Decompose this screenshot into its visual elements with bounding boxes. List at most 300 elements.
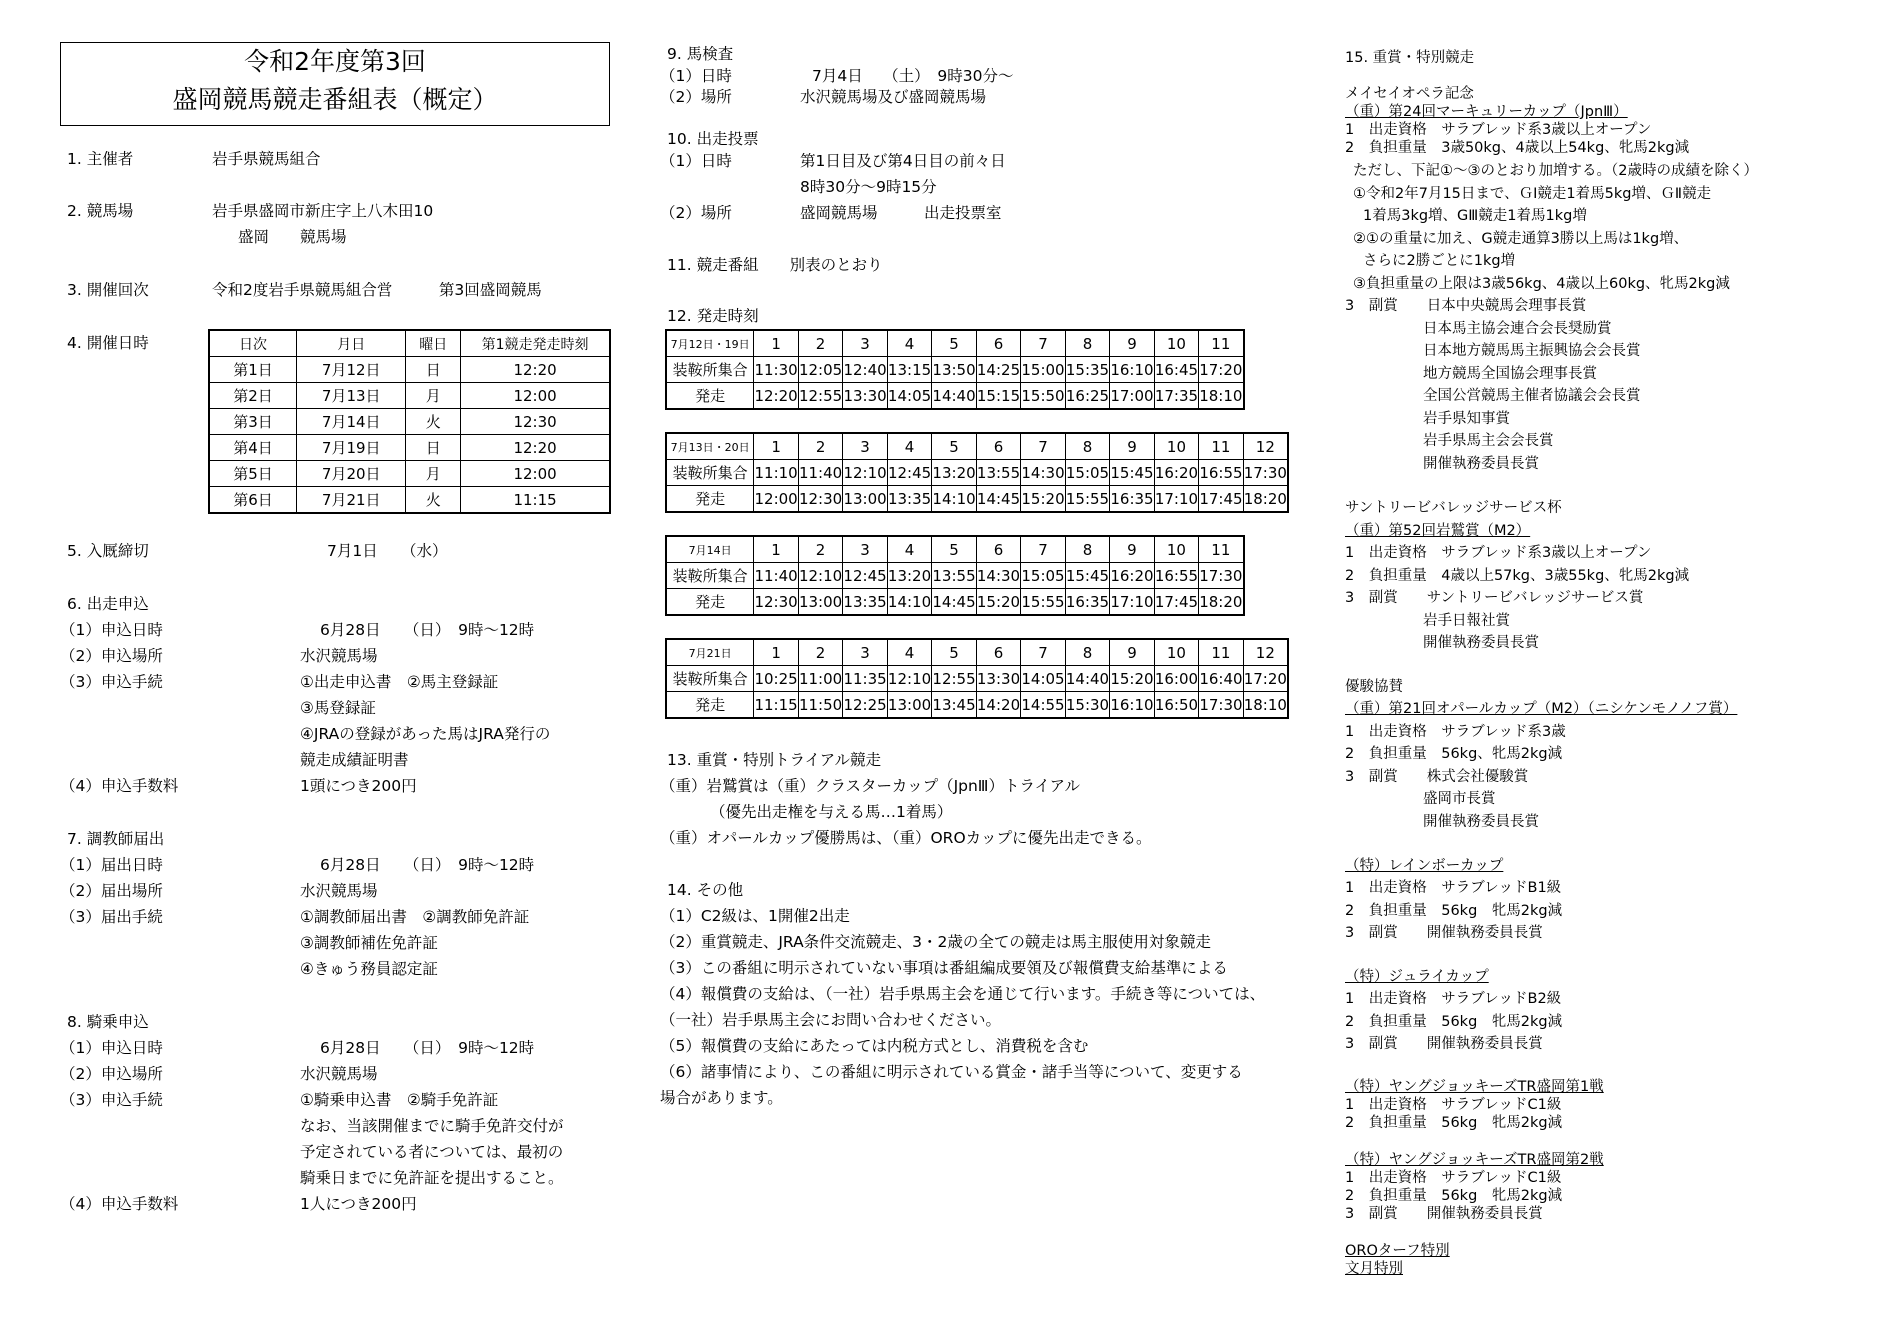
start-time-cell: 2 [798, 330, 842, 357]
start-time-cell: 5 [932, 536, 976, 563]
start-time-cell: 8 [1065, 330, 1109, 357]
start-time-cell: 12:45 [843, 563, 887, 589]
start-time-cell: 12:55 [798, 383, 842, 410]
start-time-cell: 13:00 [887, 692, 931, 719]
start-time-cell: 15:20 [1110, 666, 1154, 692]
right-text-line-0: 15. 重賞・特別競走 [1345, 50, 1475, 66]
start-time-cell: 1 [754, 433, 798, 460]
left-text-line-10: 6. 出走申込 [67, 595, 149, 613]
start-time-cell: 15:15 [976, 383, 1020, 410]
right-text-line-4: 2 負担重量 3歳50kg、4歳以上54kg、牝馬2kg減 [1345, 140, 1690, 156]
middle-text-line-10: 盛岡競馬場 出走投票室 [800, 204, 1002, 222]
start-time-cell: 13:55 [976, 460, 1020, 486]
right-text-line-24: 岩手日報社賞 [1423, 613, 1510, 629]
start-time-cell: 5 [932, 330, 976, 357]
schedule-cell: 第5日 [209, 461, 297, 487]
start-time-cell: 15:55 [1065, 486, 1109, 513]
middle-text-line-24: （6）諸事情により、この番組に明示されている賞金・諸手当等について、変更する [660, 1063, 1243, 1081]
schedule-cell: 11:15 [461, 487, 610, 514]
start-time-cell: 16:55 [1154, 563, 1198, 589]
middle-text-line-7: 第1日目及び第4日目の前々日 [800, 152, 1006, 170]
right-text-line-21: 1 出走資格 サラブレッド系3歳以上オープン [1345, 545, 1652, 561]
right-text-line-7: 1着馬3kg増、GⅢ競走1着馬1kg増 [1363, 208, 1587, 224]
start-time-cell: 13:15 [887, 357, 931, 383]
start-time-row [666, 563, 1244, 589]
start-time-cell: 14:10 [932, 486, 976, 513]
left-text-line-38: なお、当該開催までに騎手免許交付が [300, 1117, 564, 1135]
start-time-cell: 17:10 [1110, 589, 1154, 616]
title-line-1: 令和2年度第3回 [244, 47, 426, 76]
schedule-row [209, 435, 610, 461]
middle-text-line-6: （1）日時 [660, 152, 732, 170]
right-text-line-18: 開催執務委員長賞 [1423, 456, 1539, 472]
start-time-cell: 16:20 [1110, 563, 1154, 589]
start-time-cell: 6 [976, 433, 1020, 460]
start-time-row-label: 発走 [666, 692, 754, 719]
right-text-line-30: 3 副賞 株式会社優駿賞 [1345, 769, 1529, 785]
left-text-line-30: ④きゅう務員認定証 [300, 960, 438, 978]
start-time-cell: 18:10 [1199, 383, 1244, 410]
start-time-cell: 2 [798, 639, 842, 666]
start-time-cell: 5 [932, 433, 976, 460]
start-time-cell: 14:20 [976, 692, 1020, 719]
start-time-cell: 2 [798, 433, 842, 460]
left-text-line-18: ④JRAの登録があった馬はJRA発行の [300, 725, 551, 743]
middle-text-line-11: 11. 競走番組 別表のとおり [667, 256, 883, 274]
start-time-cell: 11:10 [754, 460, 798, 486]
schedule-row [209, 409, 610, 435]
start-time-cell: 15:50 [1021, 383, 1065, 410]
right-text-line-27: （重）第21回オパールカップ（M2）（ニシケンモノノフ賞） [1345, 701, 1738, 717]
start-time-row [666, 666, 1288, 692]
middle-text-line-3: （2）場所 [660, 88, 732, 106]
middle-text-line-9: （2）場所 [660, 204, 732, 222]
start-time-cell: 13:00 [798, 589, 842, 616]
start-time-cell: 9 [1110, 330, 1154, 357]
start-time-cell: 13:30 [843, 383, 887, 410]
left-text-line-7: 4. 開催日時 [67, 334, 149, 352]
start-time-row-label: 発走 [666, 486, 754, 513]
start-time-cell: 3 [843, 639, 887, 666]
schedule-cell: 12:20 [461, 435, 610, 461]
start-time-cell: 3 [843, 433, 887, 460]
middle-text-line-2: 7月4日 （土） 9時30分～ [812, 67, 1014, 85]
start-time-cell: 11:50 [798, 692, 842, 719]
start-time-row [666, 330, 1244, 357]
right-text-line-3: 1 出走資格 サラブレッド系3歳以上オープン [1345, 122, 1652, 138]
middle-text-line-23: （5）報償費の支給にあたっては内税方式とし、消費税を含む [660, 1037, 1089, 1055]
start-time-cell: 18:20 [1243, 486, 1288, 513]
right-text-line-35: 2 負担重量 56kg 牝馬2kg減 [1345, 903, 1563, 919]
start-time-cell: 17:35 [1154, 383, 1198, 410]
start-time-cell: 17:30 [1243, 460, 1288, 486]
middle-text-line-12: 12. 発走時刻 [667, 307, 759, 325]
start-time-cell: 15:20 [976, 589, 1020, 616]
start-time-cell: 18:10 [1243, 692, 1288, 719]
left-text-line-40: 騎乗日までに免許証を提出すること。 [300, 1169, 564, 1187]
start-time-cell: 15:00 [1021, 357, 1065, 383]
left-text-line-26: 水沢競馬場 [300, 882, 378, 900]
schedule-cell: 第2日 [209, 383, 297, 409]
start-time-cell: 17:45 [1154, 589, 1198, 616]
schedule-cell: 火 [406, 487, 461, 514]
start-time-cell: 12:05 [798, 357, 842, 383]
schedule-header-1: 月日 [297, 330, 406, 357]
start-time-cell: 16:55 [1199, 460, 1243, 486]
start-time-cell: 14:40 [1065, 666, 1109, 692]
right-text-line-41: （特）ヤングジョッキーズTR盛岡第1戦 [1345, 1079, 1604, 1095]
start-time-row [666, 589, 1244, 616]
left-text-line-29: ③調教師補佐免許証 [300, 934, 438, 952]
start-time-cell: 8 [1065, 433, 1109, 460]
right-text-line-11: 3 副賞 日本中央競馬会理事長賞 [1345, 298, 1587, 314]
start-time-cell: 12:30 [798, 486, 842, 513]
start-time-row-label: 装鞍所集合 [666, 563, 754, 589]
start-time-cell: 14:05 [1021, 666, 1065, 692]
left-text-line-31: 8. 騎乗申込 [67, 1013, 149, 1031]
left-text-line-5: 3. 開催回次 [67, 281, 149, 299]
start-time-cell: 16:25 [1065, 383, 1109, 410]
right-text-line-45: 1 出走資格 サラブレッドC1級 [1345, 1170, 1562, 1186]
schedule-cell: 火 [406, 409, 461, 435]
right-text-line-38: 1 出走資格 サラブレッドB2級 [1345, 991, 1562, 1007]
start-time-cell: 16:10 [1110, 357, 1154, 383]
start-time-cell: 3 [843, 536, 887, 563]
left-text-line-32: （1）申込日時 [60, 1039, 163, 1057]
schedule-cell: 7月13日 [297, 383, 406, 409]
start-time-cell: 6 [976, 536, 1020, 563]
start-time-cell: 15:35 [1065, 357, 1109, 383]
right-text-line-23: 3 副賞 サントリービバレッジサービス賞 [1345, 590, 1644, 606]
middle-text-line-20: （3）この番組に明示されていない事項は番組編成要領及び報償費支給基準による [660, 959, 1228, 977]
schedule-cell: 月 [406, 461, 461, 487]
left-text-line-37: ①騎乗申込書 ②騎手免許証 [300, 1091, 499, 1109]
start-time-cell: 17:30 [1199, 563, 1244, 589]
start-time-cell: 15:05 [1021, 563, 1065, 589]
schedule-cell: 7月14日 [297, 409, 406, 435]
start-time-cell: 11:40 [754, 563, 798, 589]
left-text-line-6: 令和2度岩手県競馬組合営 第3回盛岡競馬 [212, 281, 542, 299]
start-time-cell: 16:35 [1065, 589, 1109, 616]
left-text-line-42: 1人につき200円 [300, 1195, 417, 1213]
start-time-row-label: 7月21日 [666, 639, 754, 666]
start-time-cell: 13:50 [932, 357, 976, 383]
start-time-cell: 12 [1243, 433, 1288, 460]
schedule-row [209, 383, 610, 409]
start-time-row [666, 433, 1288, 460]
start-time-row-label: 装鞍所集合 [666, 357, 754, 383]
start-time-cell: 1 [754, 639, 798, 666]
right-text-line-33: （特）レインボーカップ [1345, 858, 1504, 874]
start-time-cell: 14:45 [932, 589, 976, 616]
middle-text-line-14: （重）岩鷲賞は（重）クラスターカップ（JpnⅢ）トライアル [660, 777, 1080, 795]
schedule-row [209, 487, 610, 514]
left-text-line-28: ①調教師届出書 ②調教師免許証 [300, 908, 530, 926]
right-text-line-13: 日本地方競馬馬主振興協会会長賞 [1423, 343, 1641, 359]
schedule-cell: 12:00 [461, 383, 610, 409]
left-text-line-0: 1. 主催者 [67, 150, 134, 168]
middle-text-line-0: 9. 馬検査 [667, 45, 734, 63]
start-time-cell: 5 [932, 639, 976, 666]
start-time-table-1 [665, 432, 1289, 513]
right-text-line-15: 全国公営競馬主催者協議会会長賞 [1423, 388, 1641, 404]
left-text-line-21: 1頭につき200円 [300, 777, 417, 795]
start-time-cell: 10 [1154, 433, 1198, 460]
middle-text-line-8: 8時30分～9時15分 [800, 178, 937, 196]
left-text-line-2: 2. 競馬場 [67, 202, 134, 220]
schedule-cell: 第3日 [209, 409, 297, 435]
right-text-line-9: さらに2勝ごとに1kg増 [1363, 253, 1516, 269]
right-text-line-48: OROターフ特別 [1345, 1243, 1450, 1259]
start-time-cell: 11:35 [843, 666, 887, 692]
start-time-cell: 14:55 [1021, 692, 1065, 719]
left-text-line-33: 6月28日 （日） 9時～12時 [320, 1039, 535, 1057]
left-text-line-19: 競走成績証明書 [300, 751, 409, 769]
document-title [60, 42, 610, 126]
start-time-cell: 11:00 [798, 666, 842, 692]
start-time-cell: 9 [1110, 433, 1154, 460]
start-time-row-label: 発走 [666, 383, 754, 410]
start-time-cell: 12:45 [887, 460, 931, 486]
left-text-line-36: （3）申込手続 [60, 1091, 163, 1109]
start-time-cell: 13:35 [843, 589, 887, 616]
right-text-line-19: サントリービバレッジサービス杯 [1345, 500, 1562, 516]
left-text-line-20: （4）申込手数料 [60, 777, 179, 795]
right-text-line-17: 岩手県馬主会会長賞 [1423, 433, 1554, 449]
start-time-row [666, 536, 1244, 563]
start-time-row [666, 486, 1288, 513]
start-time-cell: 12:30 [754, 589, 798, 616]
left-text-line-14: 水沢競馬場 [300, 647, 378, 665]
right-text-line-12: 日本馬主協会連合会長奨励賞 [1423, 321, 1612, 337]
start-time-cell: 12:25 [843, 692, 887, 719]
start-time-cell: 12:20 [754, 383, 798, 410]
right-text-line-31: 盛岡市長賞 [1423, 791, 1496, 807]
left-text-line-35: 水沢競馬場 [300, 1065, 378, 1083]
start-time-cell: 13:45 [932, 692, 976, 719]
start-time-row-label: 7月14日 [666, 536, 754, 563]
middle-text-line-5: 10. 出走投票 [667, 130, 759, 148]
right-text-line-8: ②①の重量に加え、G競走通算3勝以上馬は1kg増、 [1353, 231, 1689, 247]
start-time-cell: 4 [887, 639, 931, 666]
middle-text-line-15: （優先出走権を与える馬…1着馬） [710, 803, 953, 821]
right-text-line-10: ③負担重量の上限は3歳56kg、4歳以上60kg、牝馬2kg減 [1353, 276, 1730, 292]
right-text-line-1: メイセイオペラ記念 [1345, 86, 1474, 102]
schedule-cell: 12:30 [461, 409, 610, 435]
middle-text-line-19: （2）重賞競走、JRA条件交流競走、3・2歳の全ての競走は馬主服使用対象競走 [660, 933, 1211, 951]
left-text-line-17: ③馬登録証 [300, 699, 376, 717]
left-text-line-16: ①出走申込書 ②馬主登録証 [300, 673, 499, 691]
schedule-cell: 日 [406, 435, 461, 461]
start-time-cell: 1 [754, 536, 798, 563]
schedule-cell: 7月12日 [297, 357, 406, 383]
start-time-cell: 4 [887, 536, 931, 563]
start-time-cell: 10 [1154, 536, 1198, 563]
middle-text-line-4: 水沢競馬場及び盛岡競馬場 [800, 88, 987, 106]
start-time-cell: 12 [1243, 639, 1288, 666]
start-time-cell: 13:55 [932, 563, 976, 589]
right-text-line-39: 2 負担重量 56kg 牝馬2kg減 [1345, 1014, 1563, 1030]
start-time-row-label: 装鞍所集合 [666, 666, 754, 692]
start-time-cell: 11 [1199, 330, 1244, 357]
start-time-cell: 11 [1199, 536, 1244, 563]
start-time-row-label: 7月12日・19日 [666, 330, 754, 357]
start-time-cell: 14:40 [932, 383, 976, 410]
start-time-cell: 11:30 [754, 357, 798, 383]
right-text-line-25: 開催執務委員長賞 [1423, 635, 1539, 651]
start-time-cell: 17:30 [1199, 692, 1243, 719]
start-time-cell: 15:45 [1110, 460, 1154, 486]
start-time-cell: 15:20 [1021, 486, 1065, 513]
start-time-row-label: 発走 [666, 589, 754, 616]
left-text-line-4: 盛岡 競馬場 [238, 228, 347, 246]
right-text-line-34: 1 出走資格 サラブレッドB1級 [1345, 880, 1562, 896]
start-time-cell: 13:35 [887, 486, 931, 513]
start-time-cell: 11 [1199, 639, 1243, 666]
start-time-table-3 [665, 638, 1289, 719]
right-text-line-29: 2 負担重量 56kg、牝馬2kg減 [1345, 746, 1563, 762]
schedule-header-2: 曜日 [406, 330, 461, 357]
middle-text-line-17: 14. その他 [667, 881, 744, 899]
start-time-cell: 14:30 [976, 563, 1020, 589]
start-time-cell: 6 [976, 330, 1020, 357]
right-text-line-16: 岩手県知事賞 [1423, 411, 1510, 427]
start-time-cell: 9 [1110, 536, 1154, 563]
start-time-cell: 12:55 [932, 666, 976, 692]
start-time-cell: 16:45 [1154, 357, 1198, 383]
middle-text-line-13: 13. 重賞・特別トライアル競走 [667, 751, 882, 769]
start-time-cell: 4 [887, 433, 931, 460]
start-time-cell: 17:45 [1199, 486, 1243, 513]
start-time-cell: 15:30 [1065, 692, 1109, 719]
start-time-row [666, 357, 1244, 383]
start-time-cell: 13:20 [887, 563, 931, 589]
start-time-cell: 16:35 [1110, 486, 1154, 513]
schedule-cell: 第4日 [209, 435, 297, 461]
title-line-2: 盛岡競馬競走番組表（概定） [172, 85, 498, 114]
right-text-line-37: （特）ジュライカップ [1345, 969, 1489, 985]
right-text-line-36: 3 副賞 開催執務委員長賞 [1345, 925, 1543, 941]
right-text-line-32: 開催執務委員長賞 [1423, 814, 1539, 830]
start-time-cell: 16:20 [1154, 460, 1198, 486]
middle-text-line-18: （1）C2級は、1開催2出走 [660, 907, 850, 925]
start-time-cell: 15:55 [1021, 589, 1065, 616]
start-time-row [666, 639, 1288, 666]
left-text-line-8: 5. 入厩締切 [67, 542, 149, 560]
start-time-row [666, 692, 1288, 719]
left-text-line-41: （4）申込手数料 [60, 1195, 179, 1213]
schedule-cell: 日 [406, 357, 461, 383]
start-time-cell: 16:50 [1154, 692, 1198, 719]
left-text-line-34: （2）申込場所 [60, 1065, 163, 1083]
start-time-cell: 10 [1154, 330, 1198, 357]
start-time-cell: 10:25 [754, 666, 798, 692]
start-time-cell: 11 [1199, 433, 1243, 460]
left-text-line-12: 6月28日 （日） 9時～12時 [320, 621, 535, 639]
right-text-line-22: 2 負担重量 4歳以上57kg、3歳55kg、牝馬2kg減 [1345, 568, 1690, 584]
start-time-cell: 12:10 [843, 460, 887, 486]
start-time-cell: 9 [1110, 639, 1154, 666]
start-time-table-0 [665, 329, 1245, 410]
start-time-cell: 12:10 [887, 666, 931, 692]
right-text-line-43: 2 負担重量 56kg 牝馬2kg減 [1345, 1115, 1563, 1131]
start-time-cell: 14:05 [887, 383, 931, 410]
schedule-cell: 7月20日 [297, 461, 406, 487]
right-text-line-20: （重）第52回岩鷲賞（M2） [1345, 523, 1531, 539]
start-time-cell: 14:30 [1021, 460, 1065, 486]
schedule-cell: 第1日 [209, 357, 297, 383]
start-time-cell: 10 [1154, 639, 1198, 666]
start-time-cell: 14:10 [887, 589, 931, 616]
schedule-cell: 月 [406, 383, 461, 409]
schedule-header-3: 第1競走発走時刻 [461, 330, 610, 357]
start-time-cell: 8 [1065, 639, 1109, 666]
left-text-line-23: （1）届出日時 [60, 856, 163, 874]
schedule-cell: 7月21日 [297, 487, 406, 514]
start-time-cell: 12:10 [798, 563, 842, 589]
left-text-line-39: 予定されている者については、最初の [300, 1143, 564, 1161]
middle-text-line-25: 場合があります。 [660, 1089, 783, 1107]
middle-text-line-22: （一社）岩手県馬主会にお問い合わせください。 [660, 1011, 1002, 1029]
start-time-cell: 2 [798, 536, 842, 563]
start-time-row [666, 460, 1288, 486]
middle-text-line-16: （重）オパールカップ優勝馬は、（重）OROカップに優先出走できる。 [660, 829, 1152, 847]
schedule-cell: 第6日 [209, 487, 297, 514]
start-time-row [666, 383, 1244, 410]
start-time-cell: 12:00 [754, 486, 798, 513]
start-time-row-label: 装鞍所集合 [666, 460, 754, 486]
right-text-line-6: ①令和2年7月15日まで、ＧⅠ競走1着馬5kg増、ＧⅡ競走 [1353, 186, 1712, 202]
right-text-line-26: 優駿協賛 [1345, 679, 1403, 695]
start-time-cell: 7 [1021, 536, 1065, 563]
start-time-cell: 4 [887, 330, 931, 357]
left-text-line-3: 岩手県盛岡市新庄字上八木田10 [212, 202, 434, 220]
start-time-cell: 13:20 [932, 460, 976, 486]
start-time-cell: 17:20 [1243, 666, 1288, 692]
right-text-line-5: ただし、下記①～③のとおり加増する。（2歳時の成績を除く） [1353, 163, 1758, 179]
left-text-line-22: 7. 調教師届出 [67, 830, 165, 848]
right-text-line-47: 3 副賞 開催執務委員長賞 [1345, 1206, 1543, 1222]
start-time-cell: 11:15 [754, 692, 798, 719]
start-time-cell: 16:10 [1110, 692, 1154, 719]
start-time-cell: 6 [976, 639, 1020, 666]
start-time-row-label: 7月13日・20日 [666, 433, 754, 460]
start-time-cell: 3 [843, 330, 887, 357]
start-time-cell: 13:30 [976, 666, 1020, 692]
start-time-cell: 16:40 [1199, 666, 1243, 692]
schedule-row [209, 357, 610, 383]
start-time-cell: 11:40 [798, 460, 842, 486]
start-time-table-2 [665, 535, 1245, 616]
start-time-cell: 17:10 [1154, 486, 1198, 513]
start-time-cell: 17:00 [1110, 383, 1154, 410]
start-time-cell: 1 [754, 330, 798, 357]
right-text-line-40: 3 副賞 開催執務委員長賞 [1345, 1036, 1543, 1052]
left-text-line-25: （2）届出場所 [60, 882, 163, 900]
start-time-cell: 18:20 [1199, 589, 1244, 616]
right-text-line-28: 1 出走資格 サラブレッド系3歳 [1345, 724, 1566, 740]
schedule-row [209, 461, 610, 487]
left-text-line-11: （1）申込日時 [60, 621, 163, 639]
right-text-line-14: 地方競馬全国協会理事長賞 [1423, 366, 1597, 382]
start-time-cell: 7 [1021, 639, 1065, 666]
start-time-cell: 13:00 [843, 486, 887, 513]
middle-text-line-1: （1）日時 [660, 67, 732, 85]
start-time-cell: 14:25 [976, 357, 1020, 383]
start-time-cell: 15:45 [1065, 563, 1109, 589]
left-text-line-27: （3）届出手続 [60, 908, 163, 926]
left-text-line-15: （3）申込手続 [60, 673, 163, 691]
